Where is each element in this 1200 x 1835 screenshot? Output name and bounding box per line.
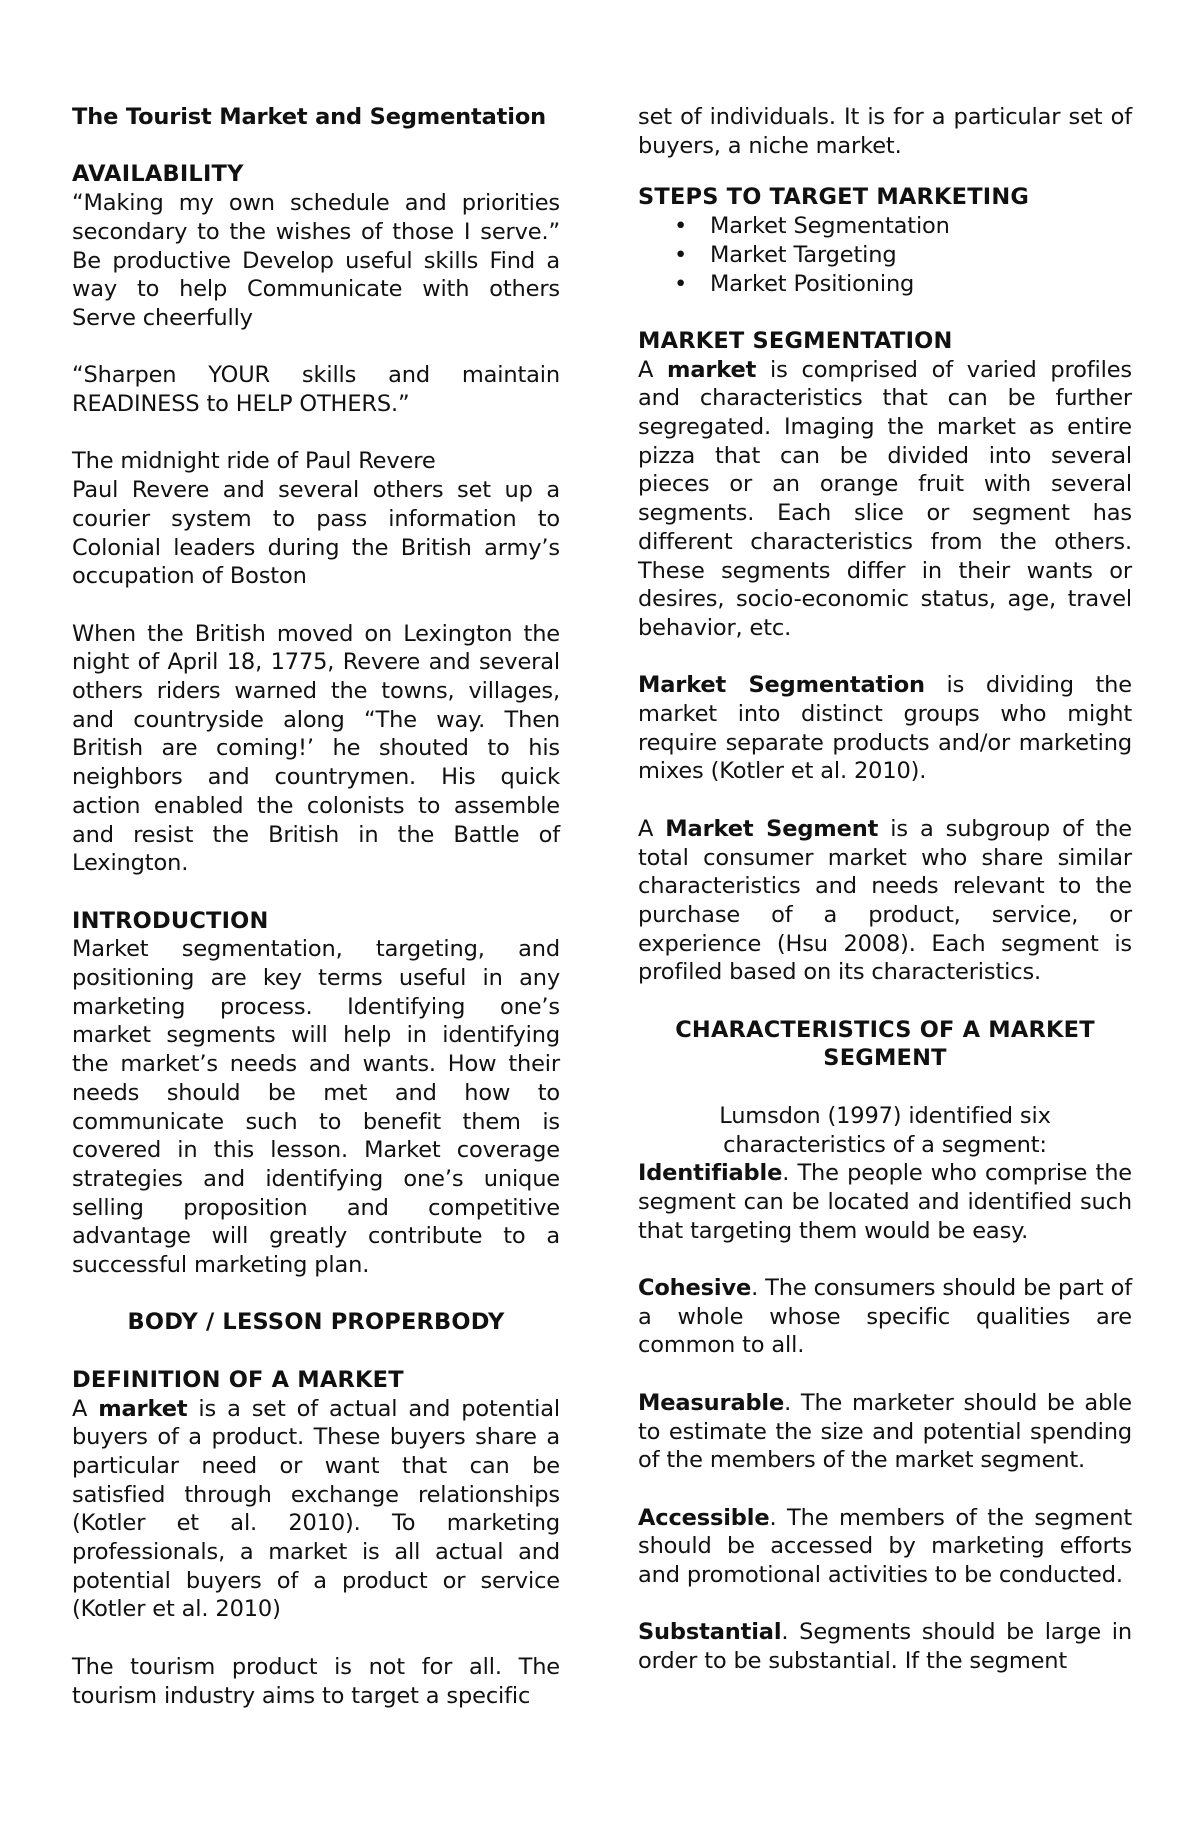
measurable-term: Measurable [638,1389,785,1416]
introduction-heading: INTRODUCTION [72,907,269,934]
left-column [72,103,560,1710]
cohesive-rest: . The consumers should be part of a whole whose specific qualities are common to all. [638,1275,1132,1359]
identifiable-term: Identifiable [638,1160,783,1187]
market-segmentation-term: Market Segmentation [638,672,925,699]
definition-text [72,1395,560,1625]
market-segment-rest: is a subgroup of the total consumer market who share similar characteristics and needs relevant to the purchase of a product, service, or experience (Hsu 2008). Each segment is profiled based on its characteristics. [638,815,1132,986]
lexington-text: When the British moved on Lexington the night of April 18, 1775, Revere and several others riders warned the towns, villages, and countryside along “The way. Then British are coming!’ he shouted to his neighbors and countrymen. His quick action enabled the colonists to assemble and resist the British in the Battle of Lexington. [72,620,560,877]
segmentation-term: market [667,356,757,383]
identifiable-rest: . The people who comprise the segment can be located and identified such that targeting them would be easy. [638,1160,1132,1244]
right-column [638,103,1132,1676]
accessible-rest: . The members of the segment should be accessed by marketing efforts and promotional activities to be conducted. [638,1504,1132,1589]
ride-title: The midnight ride of Paul Revere [72,448,436,475]
lumsdon-text: Lumsdon (1997) identified six characteristics of a segment: [719,1102,1051,1158]
readiness-quote: “Sharpen YOUR skills and maintain READINESS to HELP OTHERS.” [72,362,560,417]
definition-pre: A [72,1395,99,1422]
measurable-item [638,1389,1132,1475]
cohesive-item [638,1274,1132,1360]
steps-list [638,212,1132,298]
list-item: • Market Segmentation [710,212,1132,241]
cohesive-term: Cohesive [638,1275,752,1302]
body-heading: BODY / LESSON PROPERBODY [127,1309,505,1336]
list-item: • Market Positioning [710,270,1132,299]
segmentation-text [638,356,1132,643]
market-segment-definition [638,815,1132,987]
definition-heading: DEFINITION OF A MARKET [72,1366,404,1393]
tourism-text: The tourism product is not for all. The tourism industry aims to target a specific [72,1653,560,1709]
segmentation-heading: MARKET SEGMENTATION [638,327,953,354]
segmentation-rest: is comprised of varied profiles and characteristics that can be further segregated. Imaging the market as entire pizza that can be divided into several pieces or an orange fruit with several segments. Each slice or segment has different characteristics from the others. These segments differ in their wants or desires, socio-economic status, age, travel behavior, etc. [638,356,1132,641]
accessible-item [638,1504,1132,1590]
substantial-rest: . Segments should be large in order to be substantial. If the segment [638,1619,1132,1675]
availability-heading: AVAILABILITY [72,161,244,188]
segmentation-pre: A [638,356,668,383]
substantial-term: Substantial [638,1619,782,1646]
definition-rest: is a set of actual and potential buyers of a product. These buyers share a particular need or want that can be satisfied through exchange relationships (Kotler et al. 2010). To marketing professionals, a market is all actual and potential buyers of a product or service (Kotler et al. 2010) [72,1395,560,1623]
steps-heading: STEPS TO TARGET MARKETING [638,184,1030,211]
market-segment-term: Market Segment [665,815,879,842]
market-segmentation-rest: is dividing the market into distinct groups who might require separate products and/or marketing mixes (Kotler et al. 2010). [638,672,1132,785]
definition-term: market [98,1395,188,1422]
availability-text: “Making my own schedule and priorities secondary to the wishes of those I serve.” Be productive Develop useful skills Find a way to help Communicate with others Serve cheerfully [72,190,560,331]
ride-text: Paul Revere and several others set up a courier system to pass information to Colonial leaders during the British army’s occupation of Boston [72,477,560,590]
identifiable-item [638,1159,1132,1245]
document-title: The Tourist Market and Segmentation [72,104,547,130]
characteristics-heading: CHARACTERISTICS OF A MARKET SEGMENT [675,1016,1095,1072]
introduction-text: Market segmentation, targeting, and positioning are key terms useful in any marketing process. Identifying one’s market segments will help in identifying the market’s needs and wants. How their needs should be met and how to communicate such to benefit them is covered in this lesson. Market coverage strategies and identifying one’s unique selling proposition and competitive advantage will greatly contribute to a successful marketing plan. [72,936,560,1279]
measurable-rest: . The marketer should be able to estimate the size and potential spending of the members of the market segment. [638,1389,1132,1474]
tourism-continued: set of individuals. It is for a particular set of buyers, a niche market. [638,104,1132,159]
accessible-term: Accessible [638,1504,770,1531]
market-segment-pre: A [638,815,666,842]
market-segmentation-definition [638,671,1132,786]
substantial-item [638,1618,1132,1675]
list-item: • Market Targeting [710,241,1132,270]
